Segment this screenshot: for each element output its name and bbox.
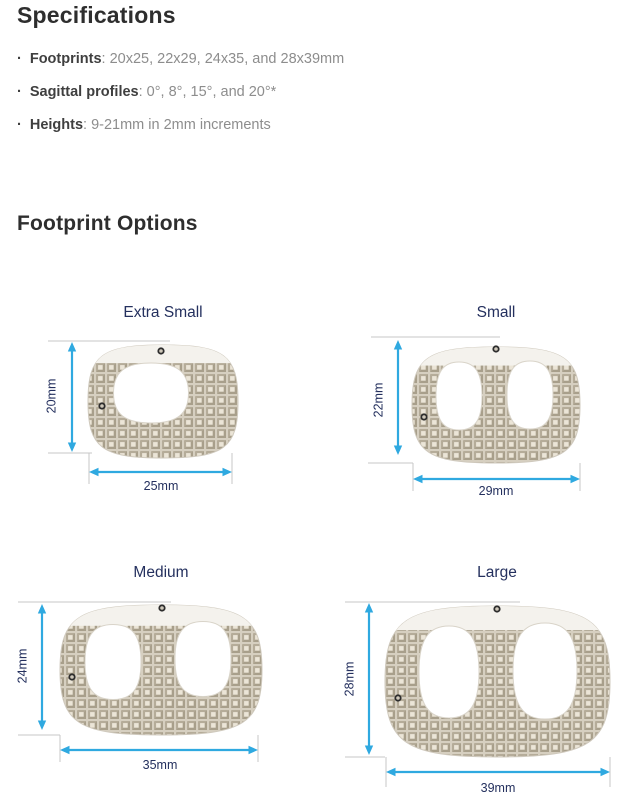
list-item-footprints [17, 42, 344, 75]
screw-hole [159, 605, 164, 610]
implant-hole [513, 623, 577, 719]
implant-rendering [60, 605, 262, 735]
bullet-icon: · [17, 50, 22, 67]
implant-diagram [10, 588, 275, 789]
bullet-icon: · [17, 83, 22, 100]
height-dimension-arrow [394, 340, 402, 455]
specifications-list [17, 42, 344, 141]
bullet-value: : 0°, 8°, 15°, and 20°* [138, 83, 277, 100]
implant-diagram [352, 329, 602, 505]
height-dimension-label: 22mm [371, 382, 386, 418]
section-title: Footprint Options [17, 212, 198, 235]
figure-title: Medium [133, 564, 189, 581]
screw-hole [395, 695, 400, 700]
footprint-figure-extra-small [40, 303, 250, 500]
bullet-label: Sagittal profiles [29, 83, 139, 100]
screw-hole [69, 674, 74, 679]
bullet-label: Heights [29, 116, 84, 133]
bullet-value: : 20x25, 22x29, 24x35, and 28x39mm [101, 50, 345, 67]
implant-smooth-rim [88, 345, 238, 363]
implant-hole [419, 626, 479, 718]
implant-hole [175, 622, 231, 697]
list-item-heights [17, 108, 344, 141]
width-dimension-label: 35mm [142, 758, 178, 772]
implant-diagram [40, 329, 250, 500]
screw-hole [494, 606, 499, 611]
width-dimension-arrow [413, 475, 580, 483]
implant-hole [507, 361, 553, 429]
implant-diagram [330, 588, 622, 800]
footprint-figure-large [330, 563, 622, 800]
height-dimension-label: 28mm [342, 661, 357, 697]
height-dimension-arrow [365, 603, 373, 755]
width-dimension-label: 29mm [478, 484, 514, 498]
screw-hole [158, 348, 163, 353]
figure-title: Small [476, 304, 516, 321]
bullet-icon: · [17, 116, 22, 133]
height-dimension-label: 24mm [15, 648, 30, 684]
footprint-figure-medium [10, 563, 275, 789]
width-dimension-arrow [89, 468, 232, 476]
width-dimension-arrow [60, 746, 258, 754]
implant-rendering [412, 346, 580, 463]
page-title: Specifications [17, 2, 176, 28]
screw-hole [493, 346, 498, 351]
implant-rendering [88, 345, 238, 458]
bullet-value: : 9-21mm in 2mm increments [83, 116, 271, 133]
height-dimension-arrow [38, 604, 46, 730]
bullet-label: Footprints [29, 50, 102, 67]
figure-title: Large [477, 564, 517, 581]
width-dimension-label: 39mm [480, 781, 516, 795]
implant-rendering [385, 606, 610, 757]
width-dimension-label: 25mm [143, 479, 179, 493]
implant-hole [114, 363, 189, 423]
implant-hole [436, 362, 482, 430]
footprint-figure-small [352, 303, 602, 505]
implant-hole [85, 625, 141, 700]
screw-hole [421, 414, 426, 419]
height-dimension-label: 20mm [44, 378, 59, 414]
height-dimension-arrow [68, 342, 76, 452]
list-item-sagittal-profiles [17, 75, 344, 108]
screw-hole [99, 403, 104, 408]
figure-title: Extra Small [123, 304, 203, 321]
width-dimension-arrow [386, 768, 610, 776]
